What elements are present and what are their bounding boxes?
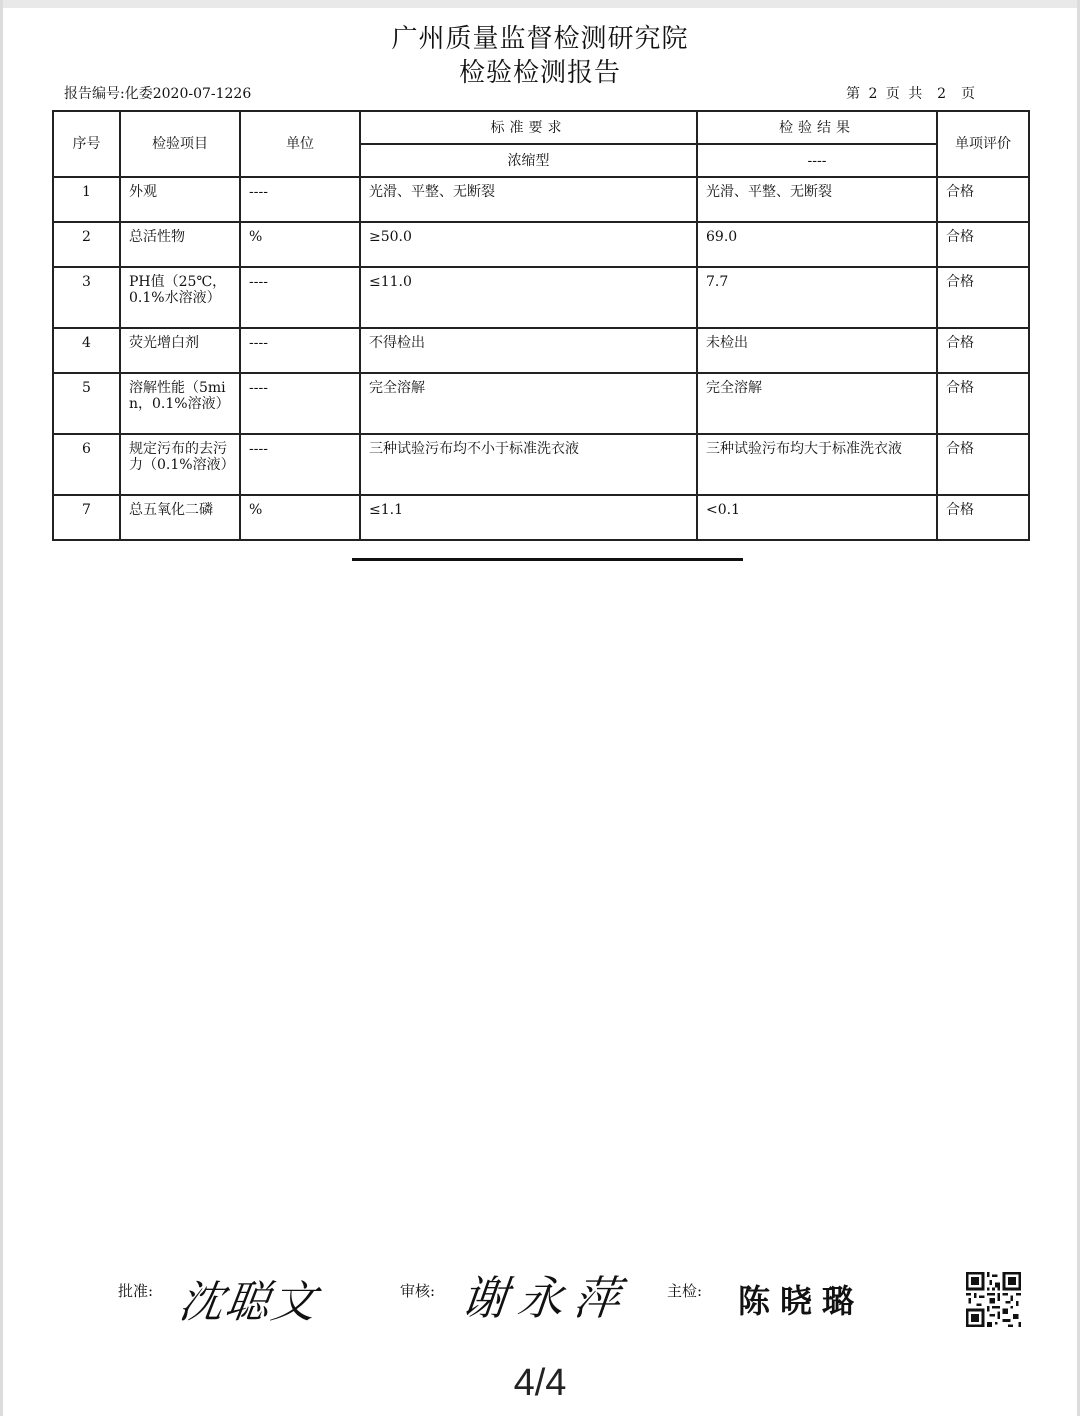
cell-item: 荧光增白剂 bbox=[120, 328, 240, 373]
approve-signature: 沈聪文 bbox=[175, 1277, 321, 1328]
cell-evaluation: 合格 bbox=[937, 267, 1029, 328]
cell-evaluation: 合格 bbox=[937, 177, 1029, 222]
cell-standard: 三种试验污布均不小于标准洗衣液 bbox=[360, 434, 697, 495]
cell-standard: 不得检出 bbox=[360, 328, 697, 373]
cell-standard: 完全溶解 bbox=[360, 373, 697, 434]
viewer-top-edge bbox=[0, 0, 1080, 8]
review-signature: 谢永萍 bbox=[458, 1271, 633, 1325]
table-row bbox=[53, 222, 1029, 267]
cell-unit: ---- bbox=[240, 267, 360, 328]
header-seq: 序号 bbox=[53, 111, 120, 177]
cell-unit: ---- bbox=[240, 177, 360, 222]
cell-seq: 6 bbox=[53, 434, 120, 495]
cell-unit: ---- bbox=[240, 328, 360, 373]
cell-evaluation: 合格 bbox=[937, 222, 1029, 267]
page-info: 第 2 页 共 2 页 bbox=[846, 86, 977, 102]
header-result: 检验结果 bbox=[697, 111, 937, 144]
table-row bbox=[53, 434, 1029, 495]
cell-item: 规定污布的去污力（0.1%溶液） bbox=[120, 434, 240, 495]
cell-seq: 1 bbox=[53, 177, 120, 222]
table-row bbox=[53, 495, 1029, 540]
cell-item: 溶解性能（5min，0.1%溶液） bbox=[120, 373, 240, 434]
report-number: 报告编号:化委2020-07-1226 bbox=[64, 86, 252, 102]
page-counter: 4/4 bbox=[513, 1362, 567, 1404]
cell-standard: ≥50.0 bbox=[360, 222, 697, 267]
cell-result: <0.1 bbox=[697, 495, 937, 540]
cell-result: 7.7 bbox=[697, 267, 937, 328]
cell-item: 外观 bbox=[120, 177, 240, 222]
cell-evaluation: 合格 bbox=[937, 434, 1029, 495]
cell-standard: ≤1.1 bbox=[360, 495, 697, 540]
end-of-table-rule bbox=[352, 558, 743, 561]
cell-result: 完全溶解 bbox=[697, 373, 937, 434]
cell-item: 总活性物 bbox=[120, 222, 240, 267]
cell-unit: ---- bbox=[240, 373, 360, 434]
table-row bbox=[53, 177, 1029, 222]
cell-standard: 光滑、平整、无断裂 bbox=[360, 177, 697, 222]
approve-label: 批准: bbox=[118, 1282, 154, 1300]
cell-item: PH值（25℃，0.1%水溶液） bbox=[120, 267, 240, 328]
table-row bbox=[53, 267, 1029, 328]
viewer-left-edge bbox=[0, 0, 3, 1416]
cell-evaluation: 合格 bbox=[937, 328, 1029, 373]
institute-title: 广州质量监督检测研究院 bbox=[391, 24, 689, 54]
cell-result: 未检出 bbox=[697, 328, 937, 373]
table-row bbox=[53, 328, 1029, 373]
cell-item: 总五氧化二磷 bbox=[120, 495, 240, 540]
review-label: 审核: bbox=[400, 1282, 436, 1300]
cell-seq: 7 bbox=[53, 495, 120, 540]
header-standard: 标准要求 bbox=[360, 111, 697, 144]
inspect-signature: 陈晓璐 bbox=[738, 1282, 865, 1320]
header-item: 检验项目 bbox=[120, 111, 240, 177]
cell-result: 69.0 bbox=[697, 222, 937, 267]
cell-result: 三种试验污布均大于标准洗衣液 bbox=[697, 434, 937, 495]
cell-seq: 3 bbox=[53, 267, 120, 328]
cell-result: 光滑、平整、无断裂 bbox=[697, 177, 937, 222]
cell-evaluation: 合格 bbox=[937, 373, 1029, 434]
header-result-type: ---- bbox=[697, 144, 937, 177]
header-evaluation: 单项评价 bbox=[937, 111, 1029, 177]
header-standard-type: 浓缩型 bbox=[360, 144, 697, 177]
header-unit: 单位 bbox=[240, 111, 360, 177]
cell-seq: 2 bbox=[53, 222, 120, 267]
cell-unit: % bbox=[240, 222, 360, 267]
cell-standard: ≤11.0 bbox=[360, 267, 697, 328]
report-title: 检验检测报告 bbox=[458, 58, 621, 88]
table-row bbox=[53, 373, 1029, 434]
cell-evaluation: 合格 bbox=[937, 495, 1029, 540]
inspect-label: 主检: bbox=[667, 1282, 703, 1300]
qr-code-icon bbox=[966, 1272, 1021, 1327]
cell-seq: 5 bbox=[53, 373, 120, 434]
inspection-results-table bbox=[52, 110, 1030, 541]
cell-seq: 4 bbox=[53, 328, 120, 373]
cell-unit: % bbox=[240, 495, 360, 540]
cell-unit: ---- bbox=[240, 434, 360, 495]
